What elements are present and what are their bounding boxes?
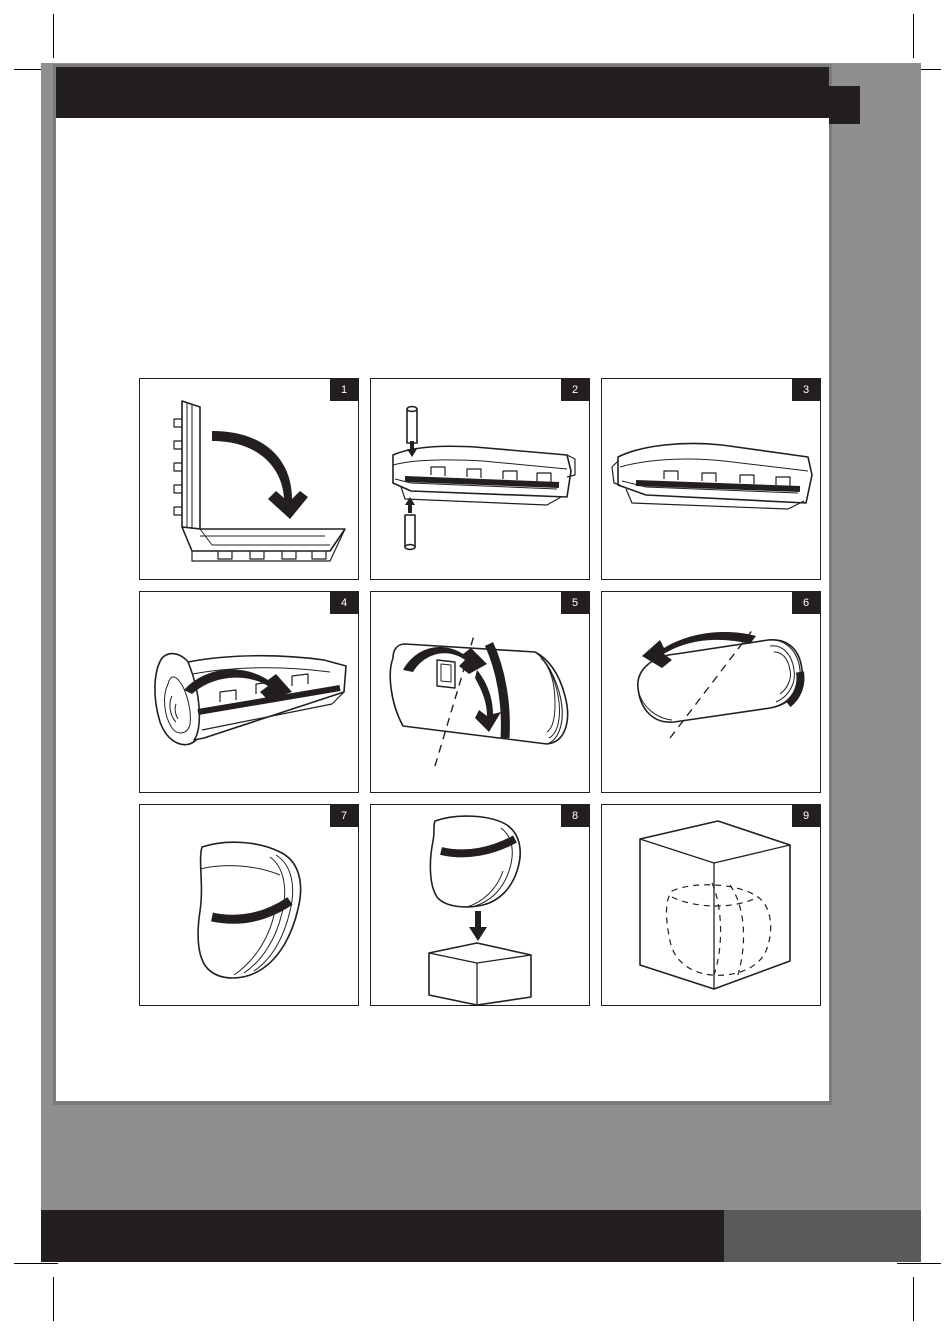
instruction-figure-grid (139, 378, 821, 1006)
figure-number: 8 (561, 805, 589, 827)
figure-remove-support-rods (370, 378, 590, 580)
figure-number: 6 (792, 592, 820, 614)
figure-number: 1 (330, 379, 358, 401)
figure-number: 2 (561, 379, 589, 401)
page-title (56, 67, 829, 82)
footer-bar-dark (41, 1210, 724, 1262)
crop-mark-bottom-left-horizontal (14, 1263, 58, 1264)
figure-number: 9 (792, 805, 820, 827)
figure-folded-roll-bundle (139, 804, 359, 1006)
crop-mark-bottom-right-vertical (913, 1277, 914, 1321)
figure-fold-backrest-down (139, 378, 359, 580)
figure-flat-mat (601, 378, 821, 580)
figure-begin-rolling-mat (139, 591, 359, 793)
figure-fold-roll-in-half (601, 591, 821, 793)
figure-secure-strap (370, 591, 590, 793)
figure-number: 4 (330, 592, 358, 614)
crop-mark-top-left-vertical (53, 14, 54, 58)
figure-number: 3 (792, 379, 820, 401)
figure-insert-bundle-into-bag (370, 804, 590, 1006)
figure-bundle-stored-in-bag (601, 804, 821, 1006)
figure-number: 7 (330, 805, 358, 827)
crop-mark-top-right-vertical (913, 14, 914, 58)
crop-mark-bottom-left-vertical (53, 1277, 54, 1321)
title-band (56, 67, 829, 118)
footer-bar-grey (724, 1210, 921, 1262)
crop-mark-bottom-right-horizontal (897, 1263, 941, 1264)
figure-number: 5 (561, 592, 589, 614)
